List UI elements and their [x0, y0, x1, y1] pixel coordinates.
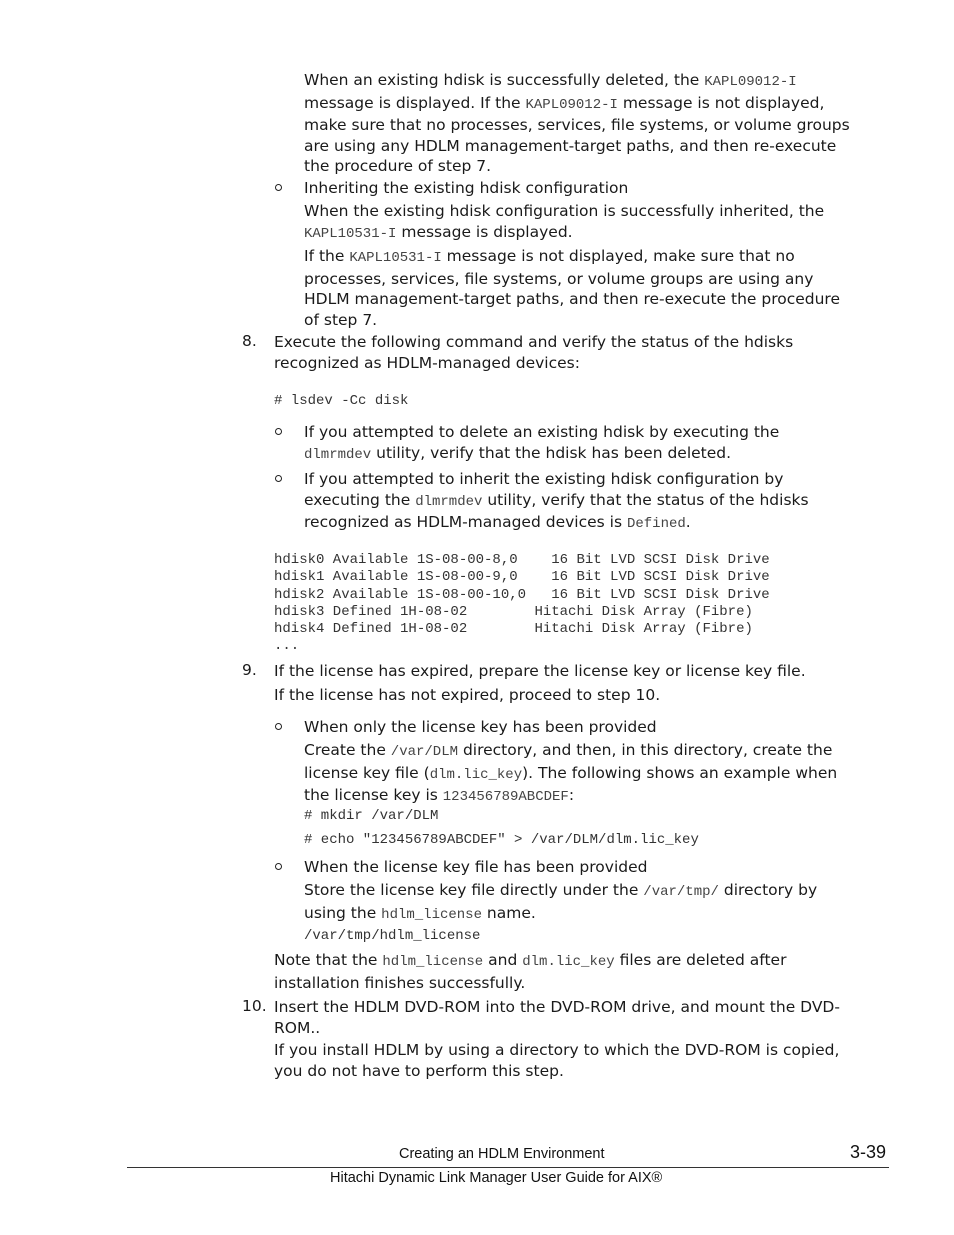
text: .: [685, 513, 691, 531]
utility-name: dlmrmdev: [415, 493, 483, 510]
step-8-bullet-1: [304, 422, 904, 465]
text: message is displayed.: [396, 222, 573, 241]
footer-divider: [127, 1167, 889, 1168]
text: utility, verify that the status of the hdisks: [482, 490, 809, 509]
text: message is not displayed, make sure that no: [441, 247, 795, 265]
text: If the license has expired, prepare the license key or license key file.: [274, 662, 806, 680]
text: you do not have to perform this step.: [274, 1061, 564, 1080]
text: Create the: [304, 741, 391, 759]
bullet-icon: [275, 723, 282, 730]
text: the procedure of step 7.: [304, 157, 492, 175]
paragraph-note: [274, 950, 894, 993]
message-id: KAPL10531-I: [349, 250, 442, 266]
step-number: 10.: [242, 997, 267, 1015]
bullet-title: When the license key file has been provided: [304, 858, 648, 876]
file-name: hdlm_license: [381, 906, 482, 923]
bullet-title: When only the license key has been provided: [304, 718, 657, 736]
text: executing the: [304, 490, 416, 509]
command-mkdir: # mkdir /var/DLM: [304, 808, 439, 824]
path: /var/DLM: [390, 744, 459, 760]
paragraph-inherit-fail: [304, 246, 904, 330]
text: When an existing hdisk is successfully deleted, the: [304, 71, 705, 89]
status-value: Defined: [626, 516, 686, 532]
text: If the license has not expired, proceed to step 10.: [274, 686, 661, 704]
step-9-text: [274, 661, 894, 682]
text: recognized as HDLM-managed devices is: [304, 513, 627, 531]
text: If the: [304, 247, 350, 265]
text: and: [483, 951, 523, 969]
text: If you attempted to delete an existing hdisk by executing the: [304, 423, 780, 441]
footer-guide-title: Hitachi Dynamic Link Manager User Guide for AIX®: [330, 1170, 663, 1186]
text: When the existing hdisk configuration is successfully inherited, the: [304, 202, 825, 220]
paragraph-delete-result: [304, 70, 904, 177]
step-10-text-2: [274, 1040, 894, 1081]
text: Store the license key file directly under the: [304, 881, 644, 899]
step-8-text: [274, 332, 894, 373]
text: Note that the: [274, 951, 383, 969]
text: of step 7.: [304, 310, 378, 329]
text: message is displayed. If the: [304, 93, 526, 112]
path: /var/tmp/: [643, 884, 719, 900]
text: recognized as HDLM-managed devices:: [274, 353, 580, 372]
step-number: 8.: [242, 332, 257, 350]
text: directory by: [718, 881, 818, 899]
message-id: KAPL10531-I: [304, 225, 397, 242]
bullet-title: Inheriting the existing hdisk configuration: [304, 179, 629, 197]
text: processes, services, file systems, or volume groups are using any: [304, 269, 814, 288]
step-number: 9.: [242, 661, 257, 679]
bullet-icon: [275, 184, 282, 191]
text: name.: [482, 903, 536, 922]
text: :: [568, 786, 575, 804]
paragraph-license-key: [304, 740, 904, 808]
paragraph-license-file: [304, 880, 904, 925]
text: utility, verify that the hdisk has been deleted.: [371, 443, 732, 462]
bullet-icon: [275, 863, 282, 870]
license-path: /var/tmp/hdlm_license: [304, 928, 481, 944]
command-echo: # echo "123456789ABCDEF" > /var/DLM/dlm.lic_key: [304, 832, 699, 848]
file-name: hdlm_license: [382, 954, 484, 970]
file-name: dlm.lic_key: [522, 954, 615, 970]
bullet-license-key-title: [304, 717, 904, 738]
bullet-icon: [275, 428, 282, 435]
bullet-icon: [275, 475, 282, 482]
utility-name: dlmrmdev: [304, 446, 372, 463]
text: directory, and then, in this directory, create the: [458, 741, 833, 759]
step-8-bullet-2: [304, 469, 904, 535]
file-name: dlm.lic_key: [429, 766, 523, 783]
step-10-text: [274, 997, 894, 1038]
text: files are deleted after: [614, 951, 787, 969]
text: license key file (: [304, 763, 430, 782]
text: ROM..: [274, 1018, 321, 1037]
text: Insert the HDLM DVD-ROM into the DVD-ROM drive, and mount the DVD-: [274, 998, 840, 1016]
text: If you attempted to inherit the existing hdisk configuration by: [304, 470, 784, 488]
paragraph-inherit-ok: [304, 201, 904, 244]
text: ). The following shows an example when: [522, 763, 838, 782]
bullet-license-file-title: [304, 857, 904, 878]
text: are using any HDLM management-target paths, and then re-execute: [304, 136, 837, 155]
command-lsdev: # lsdev -Cc disk: [274, 393, 409, 409]
message-id: KAPL09012-I: [525, 96, 618, 113]
text: make sure that no processes, services, file systems, or volume groups: [304, 116, 850, 134]
footer-section-title: Creating an HDLM Environment: [399, 1146, 605, 1162]
step-9-text-2: [274, 685, 894, 706]
message-id: KAPL09012-I: [704, 74, 797, 90]
text: installation finishes successfully.: [274, 973, 526, 992]
text: Execute the following command and verify the status of the hdisks: [274, 333, 794, 351]
page-number: 3-39: [850, 1142, 887, 1162]
text: using the: [304, 903, 382, 922]
text: the license key is: [304, 786, 443, 804]
bullet-inherit: [304, 178, 904, 199]
license-key: 123456789ABCDEF: [442, 789, 569, 805]
text: message is not displayed,: [617, 93, 825, 112]
text: If you install HDLM by using a directory to which the DVD-ROM is copied,: [274, 1041, 840, 1059]
text: HDLM management-target paths, and then re-execute the procedure: [304, 290, 840, 308]
lsdev-output: hdisk0 Available 1S-08-00-8,0 16 Bit LVD SCSI Disk Drive hdisk1 Available 1S-08-00-9,0 16 Bit LVD SCSI Disk Drive hdisk2 Available 1S-08-00-10,0 16 Bit LVD SCSI Disk Drive hdisk3 Defined 1H-08-02 Hitachi Disk Array (Fibre) hdisk4 Defined 1H-08-02 Hitachi Disk Array (Fibre) ...: [274, 552, 770, 655]
